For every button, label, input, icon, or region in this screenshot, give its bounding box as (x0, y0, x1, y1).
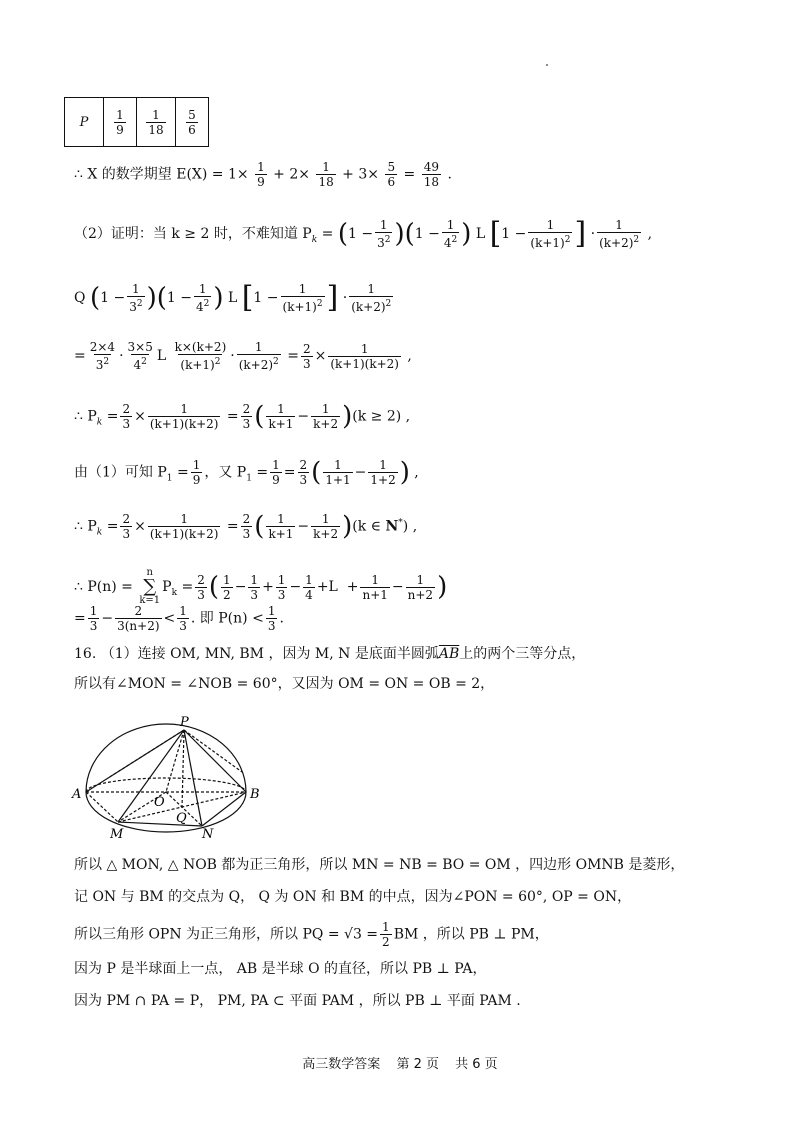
table-cell: $\frac{5}{6}$ (176, 98, 209, 147)
proof-paragraph-3: 所以三角形 OPN 为正三角形，所以 PQ = √3 = $\frac{1}{2}$ BM ，所以 PB ⊥ PM， (74, 920, 549, 949)
product-line: Q (1 − $\frac{1}{3^2}$ )(1 − $\frac{1}{4^2}$ ) L [1 − $\frac{1}{(k+1)^2}$ ] · $\frac{1}{(k+2)^2}$ (74, 280, 392, 315)
footer-page: 第 2 页 (396, 1057, 439, 1072)
footer-title: 高三数学答案 (302, 1057, 381, 1072)
distribution-table (64, 97, 209, 147)
table-cell: $\frac{1}{9}$ (104, 98, 137, 147)
label-Q: Q (176, 811, 187, 826)
proof-intro-line: （2）证明：当 k ≥ 2 时，不难知道 $P_k = (1$ − $\frac{1}{3^2}$ )(1 − $\frac{1}{4^2}$ ) L [1 − $\frac{1}{(k+1)^2}$ ] · $\frac{1}{(k+2)^2}$ , (74, 216, 653, 251)
conclusion-line: = $\frac{1}{3}$ − $\frac{2}{3(n+2)}$ < $\frac{1}{3}$ . 即 P(n) < $\frac{1}{3}$ . (74, 604, 284, 633)
table-header-cell: P (65, 98, 104, 147)
label-O: O (154, 795, 165, 810)
label-B: B (250, 787, 260, 802)
proof-paragraph-2: 记 ON 与 BM 的交点为 Q， Q 为 ON 和 BM 的中点，因为∠PON = 60°, OP = ON， (74, 889, 632, 905)
expectation-line: ∴ X 的数学期望 E(X) = 1× $\frac{1}{9}$ + 2× $\frac{1}{18}$ + 3× $\frac{5}{6}$ = $\frac{49}{18}$ . (74, 160, 452, 189)
q16-line-1: 16. （1）连接 OM, MN, BM ，因为 M, N 是底面半圆弧$\overline{AB}$上的两个三等分点， (74, 646, 586, 662)
footer-total: 共 6 页 (455, 1057, 498, 1072)
page-footer (0, 1053, 800, 1072)
table-cell: $\frac{1}{18}$ (137, 98, 176, 147)
q16-line-2: 所以有∠MON = ∠NOB = 60°，又因为 OM = ON = OB = 2， (74, 676, 495, 692)
p1-line: 由（1）可知 $P_1$ = $\frac{1}{9}$ ，又 $P_1$ = $\frac{1}{9}$ = $\frac{2}{3}$ ( $\frac{1}{1+1}$ − $\frac{1}{1+2}$ ) , (74, 457, 419, 488)
proof-paragraph-4: 因为 P 是半球面上一点， AB 是半球 O 的直径，所以 PB ⊥ PA， (74, 961, 487, 977)
proof-paragraph-5: 因为 PM ∩ PA = P， PM, PA ⊂ 平面 PAM ，所以 PB ⊥ 平面 PAM . (74, 993, 521, 1009)
pk-line-2: ∴ $P_k$ = $\frac{2}{3}$ × $\frac{1}{(k+1)(k+2)}$ = $\frac{2}{3}$ ( $\frac{1}{k+1}$ − $\frac{1}{k+2}$ )(k ∈ N*) , (74, 511, 418, 542)
stray-dot (546, 64, 548, 66)
label-A: A (72, 787, 82, 802)
label-N: N (202, 827, 214, 842)
telescoping-line: = $\frac{2\times 4}{3^2}$ · $\frac{3\times 5}{4^2}$ L $\frac{k\times(k+2)}{(k+1)^2}$ · $\frac{1}{(k+2)^2}$ = $\frac{2}{3}$ × $\frac{1}{(k+1)(k+2)}$ , (74, 340, 412, 372)
proof-paragraph-1: 所以 △ MON, △ NOB 都为正三角形，所以 MN = NB = BO = OM ，四边形 OMNB 是菱形， (74, 857, 685, 873)
hemisphere-diagram (70, 712, 270, 842)
sum-line: ∴ P(n) = n ∑ k=1 $P_k$ = $\frac{2}{3}$ ( $\frac{1}{2}$ − $\frac{1}{3}$ + $\frac{1}{3}$ − $\frac{1}{4}$ +L + $\frac{1}{n+1}$ − $\frac{1}{n+2}$ ) (74, 567, 448, 606)
label-P: P (180, 715, 189, 730)
pk-line-1: ∴ $P_k$ = $\frac{2}{3}$ × $\frac{1}{(k+1)(k+2)}$ = $\frac{2}{3}$ ( $\frac{1}{k+1}$ − $\frac{1}{k+2}$ )(k ≥ 2) , (74, 401, 411, 432)
label-M: M (110, 827, 124, 842)
